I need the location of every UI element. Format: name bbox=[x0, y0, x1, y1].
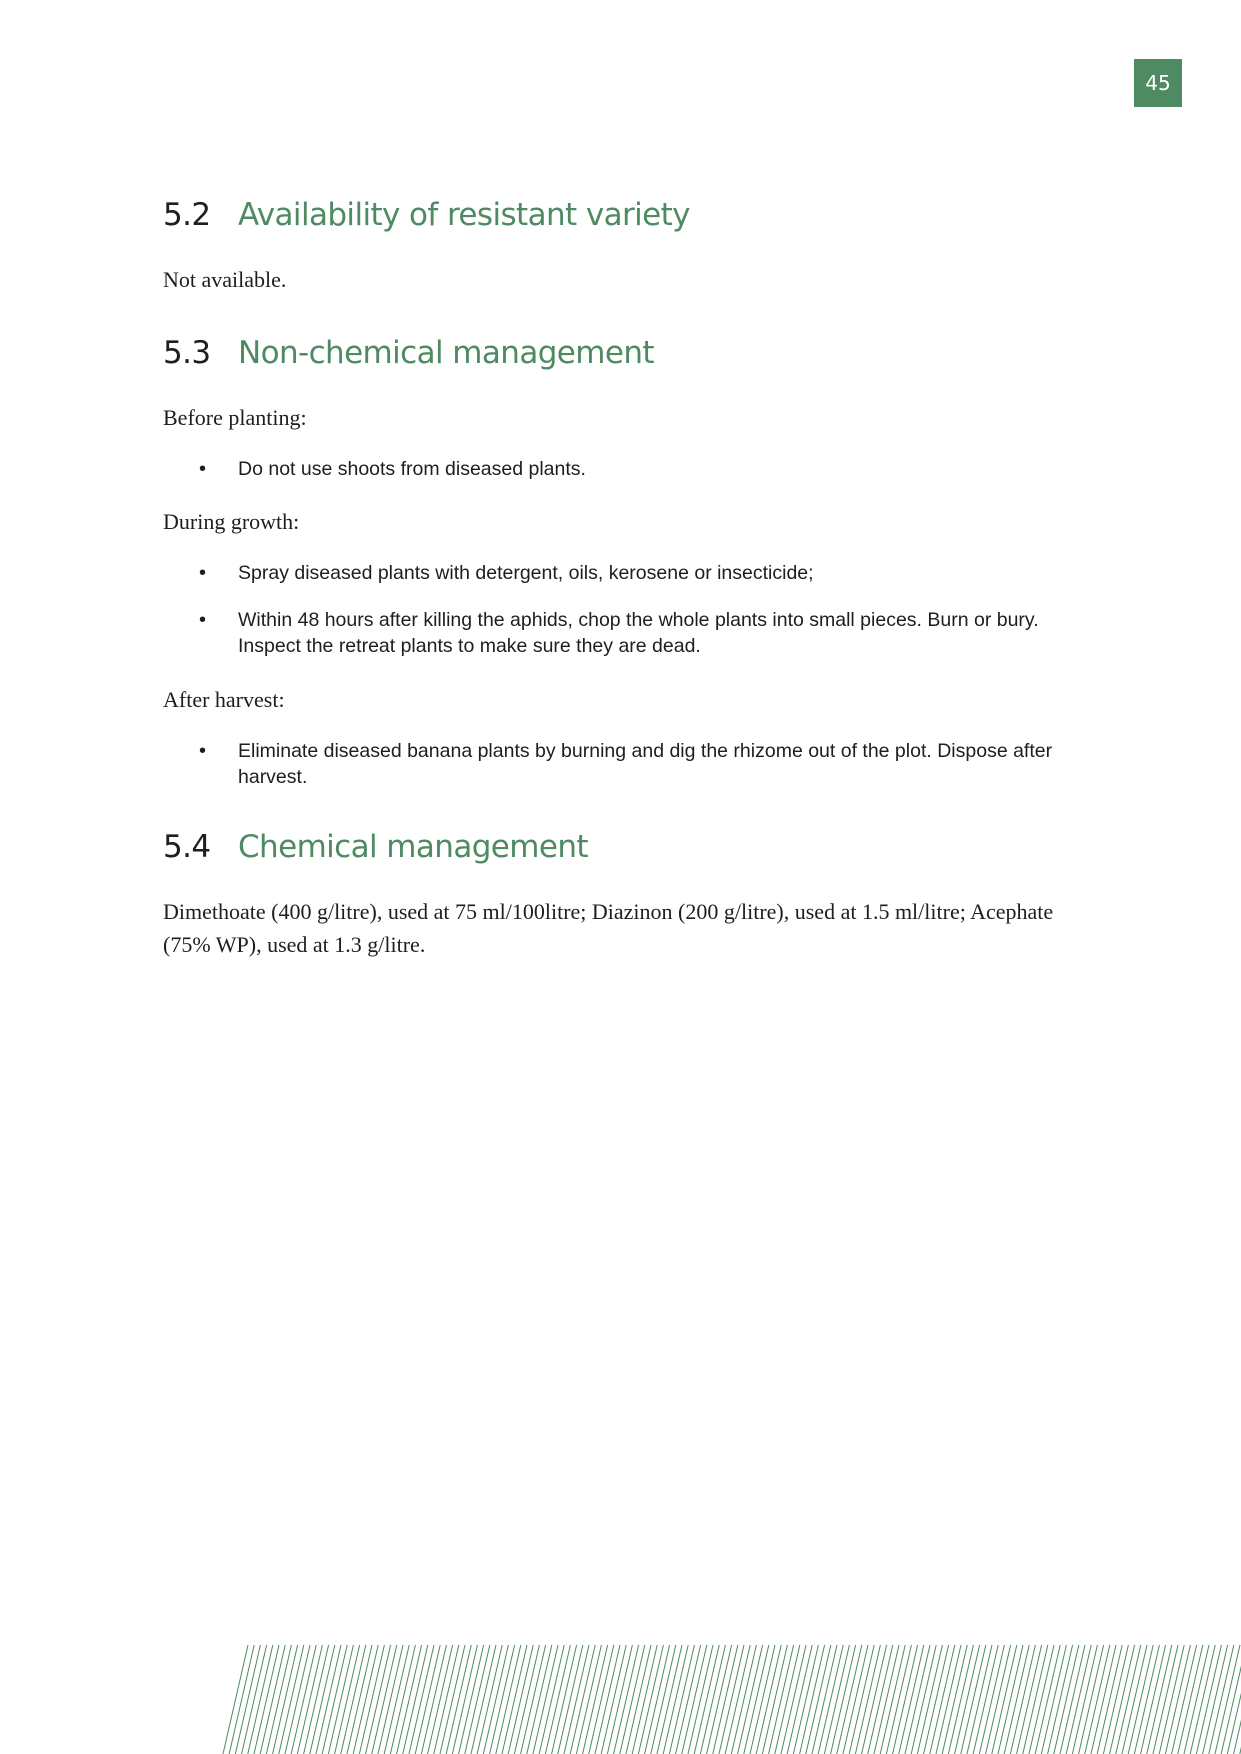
hatch-line bbox=[1017, 1645, 1042, 1754]
hatch-line bbox=[459, 1645, 484, 1754]
hatch-line bbox=[899, 1645, 924, 1754]
hatch-line bbox=[942, 1645, 967, 1754]
hatch-line bbox=[893, 1645, 918, 1754]
hatch-line bbox=[502, 1645, 527, 1754]
hatch-line bbox=[731, 1645, 756, 1754]
hatch-line bbox=[539, 1645, 564, 1754]
hatch-line bbox=[235, 1645, 260, 1754]
hatch-line bbox=[793, 1645, 818, 1754]
hatch-line bbox=[347, 1645, 372, 1754]
hatch-line bbox=[1004, 1645, 1029, 1754]
section-number: 5.4 bbox=[163, 829, 211, 865]
hatch-line bbox=[1085, 1645, 1110, 1754]
hatch-line bbox=[545, 1645, 570, 1754]
hatch-line bbox=[248, 1645, 273, 1754]
hatch-line bbox=[1122, 1645, 1147, 1754]
hatch-line bbox=[1029, 1645, 1054, 1754]
hatch-line bbox=[1066, 1645, 1091, 1754]
hatch-line bbox=[310, 1645, 335, 1754]
hatch-line bbox=[1128, 1645, 1153, 1754]
hatch-line bbox=[1196, 1645, 1221, 1754]
hatch-line bbox=[328, 1645, 353, 1754]
hatch-line bbox=[428, 1645, 453, 1754]
hatch-line bbox=[880, 1645, 905, 1754]
hatch-line bbox=[1023, 1645, 1048, 1754]
hatch-line bbox=[1035, 1645, 1060, 1754]
list-item-text: Within 48 hours after killing the aphids, chop the whole plants into small pieces. Burn or bury. Inspect the retreat plants to make sure they are dead. bbox=[238, 609, 1039, 657]
hatch-line bbox=[626, 1645, 651, 1754]
hatch-line bbox=[781, 1645, 806, 1754]
hatch-line bbox=[384, 1645, 409, 1754]
hatch-line bbox=[1172, 1645, 1197, 1754]
hatch-line bbox=[564, 1645, 589, 1754]
hatch-line bbox=[440, 1645, 465, 1754]
hatch-line bbox=[1010, 1645, 1035, 1754]
hatch-line bbox=[719, 1645, 744, 1754]
hatch-line bbox=[397, 1645, 422, 1754]
hatch-line bbox=[1203, 1645, 1228, 1754]
hatch-line bbox=[1110, 1645, 1135, 1754]
hatch-line bbox=[936, 1645, 961, 1754]
hatch-line bbox=[1134, 1645, 1159, 1754]
hatch-line bbox=[1184, 1645, 1209, 1754]
hatch-line bbox=[992, 1645, 1017, 1754]
hatch-line bbox=[855, 1645, 880, 1754]
hatch-line bbox=[713, 1645, 738, 1754]
hatch-line bbox=[446, 1645, 471, 1754]
hatch-line bbox=[372, 1645, 397, 1754]
hatch-line bbox=[824, 1645, 849, 1754]
hatch-line bbox=[477, 1645, 502, 1754]
hatch-line bbox=[961, 1645, 986, 1754]
hatch-line bbox=[229, 1645, 254, 1754]
list-item-text: Spray diseased plants with detergent, oils, kerosene or insecticide; bbox=[238, 562, 814, 584]
hatch-line bbox=[415, 1645, 440, 1754]
hatch-line bbox=[434, 1645, 459, 1754]
hatch-line bbox=[1165, 1645, 1190, 1754]
hatch-line bbox=[1097, 1645, 1122, 1754]
hatch-line bbox=[576, 1645, 601, 1754]
hatch-line bbox=[589, 1645, 614, 1754]
hatch-line bbox=[558, 1645, 583, 1754]
hatch-line bbox=[570, 1645, 595, 1754]
hatch-line bbox=[638, 1645, 663, 1754]
hatch-line bbox=[353, 1645, 378, 1754]
hatch-line bbox=[632, 1645, 657, 1754]
hatch-line bbox=[322, 1645, 347, 1754]
section-number: 5.2 bbox=[163, 197, 211, 233]
list-item-text: Eliminate diseased banana plants by burning and dig the rhizome out of the plot. Dispose after harvest. bbox=[238, 740, 1053, 788]
hatch-line bbox=[849, 1645, 874, 1754]
hatch-line bbox=[924, 1645, 949, 1754]
hatch-line bbox=[359, 1645, 384, 1754]
hatch-line bbox=[1147, 1645, 1172, 1754]
hatch-line bbox=[1159, 1645, 1184, 1754]
hatch-line bbox=[335, 1645, 360, 1754]
hatch-line bbox=[874, 1645, 899, 1754]
hatch-line bbox=[750, 1645, 775, 1754]
hatch-line bbox=[508, 1645, 533, 1754]
hatch-line bbox=[669, 1645, 694, 1754]
hatch-line bbox=[744, 1645, 769, 1754]
hatch-line bbox=[1054, 1645, 1079, 1754]
subheading-after-harvest: After harvest: bbox=[163, 687, 285, 712]
hatch-line bbox=[694, 1645, 719, 1754]
hatch-line bbox=[707, 1645, 732, 1754]
hatch-line bbox=[651, 1645, 676, 1754]
hatch-line bbox=[601, 1645, 626, 1754]
hatch-line bbox=[273, 1645, 298, 1754]
list-item-text: Do not use shoots from diseased plants. bbox=[238, 458, 586, 480]
section-title: Non-chemical management bbox=[238, 335, 654, 371]
section-title: Chemical management bbox=[238, 829, 588, 865]
hatch-line bbox=[986, 1645, 1011, 1754]
hatch-line bbox=[700, 1645, 725, 1754]
hatch-line bbox=[911, 1645, 936, 1754]
hatch-line bbox=[917, 1645, 942, 1754]
hatch-line bbox=[905, 1645, 930, 1754]
hatch-line bbox=[930, 1645, 955, 1754]
hatch-line bbox=[607, 1645, 632, 1754]
hatch-line bbox=[316, 1645, 341, 1754]
hatch-line bbox=[254, 1645, 279, 1754]
hatch-line bbox=[645, 1645, 670, 1754]
hatch-line bbox=[756, 1645, 781, 1754]
hatch-line bbox=[583, 1645, 608, 1754]
hatch-line bbox=[297, 1645, 322, 1754]
hatch-line bbox=[663, 1645, 688, 1754]
section-body: Not available. bbox=[163, 267, 287, 292]
hatch-line bbox=[1153, 1645, 1178, 1754]
hatch-line bbox=[260, 1645, 285, 1754]
hatch-line bbox=[769, 1645, 794, 1754]
hatch-line bbox=[1091, 1645, 1116, 1754]
hatch-line bbox=[496, 1645, 521, 1754]
hatch-line bbox=[620, 1645, 645, 1754]
hatch-line bbox=[979, 1645, 1004, 1754]
hatch-line bbox=[366, 1645, 391, 1754]
hatch-line bbox=[266, 1645, 291, 1754]
hatch-line bbox=[1041, 1645, 1066, 1754]
hatch-line bbox=[304, 1645, 329, 1754]
hatch-line bbox=[514, 1645, 539, 1754]
hatch-line bbox=[967, 1645, 992, 1754]
hatch-line bbox=[837, 1645, 862, 1754]
hatch-line bbox=[595, 1645, 620, 1754]
hatch-line bbox=[973, 1645, 998, 1754]
hatch-line bbox=[725, 1645, 750, 1754]
bullet-marker: • bbox=[199, 562, 207, 584]
hatch-line bbox=[688, 1645, 713, 1754]
bullet-marker: • bbox=[199, 609, 207, 631]
hatch-line bbox=[775, 1645, 800, 1754]
hatch-line bbox=[812, 1645, 837, 1754]
hatch-line bbox=[409, 1645, 434, 1754]
hatch-line bbox=[1116, 1645, 1141, 1754]
hatch-line bbox=[521, 1645, 546, 1754]
hatch-line bbox=[490, 1645, 515, 1754]
hatch-line bbox=[738, 1645, 763, 1754]
hatch-line bbox=[862, 1645, 887, 1754]
hatch-line bbox=[998, 1645, 1023, 1754]
hatch-line bbox=[762, 1645, 787, 1754]
hatch-line bbox=[1079, 1645, 1104, 1754]
hatch-line bbox=[341, 1645, 366, 1754]
hatch-line bbox=[955, 1645, 980, 1754]
hatch-line bbox=[390, 1645, 415, 1754]
hatch-line bbox=[483, 1645, 508, 1754]
hatch-line bbox=[843, 1645, 868, 1754]
hatch-line bbox=[471, 1645, 496, 1754]
hatch-line bbox=[533, 1645, 558, 1754]
hatch-line bbox=[800, 1645, 825, 1754]
hatch-line bbox=[818, 1645, 843, 1754]
hatch-line bbox=[831, 1645, 856, 1754]
hatch-line bbox=[291, 1645, 316, 1754]
hatch-line bbox=[465, 1645, 490, 1754]
bullet-marker: • bbox=[199, 458, 207, 480]
section-body: Dimethoate (400 g/litre), used at 75 ml/100litre; Diazinon (200 g/litre), used at 1.5 ml/litre; Acephate (75% WP), used at 1.3 g/litre. bbox=[163, 899, 1054, 957]
bullet-marker: • bbox=[199, 740, 207, 762]
hatch-line bbox=[676, 1645, 701, 1754]
section-number: 5.3 bbox=[163, 335, 211, 371]
hatch-line bbox=[1048, 1645, 1073, 1754]
hatch-line bbox=[1103, 1645, 1128, 1754]
hatch-line bbox=[527, 1645, 552, 1754]
hatch-line bbox=[787, 1645, 812, 1754]
hatch-line bbox=[223, 1645, 248, 1754]
hatch-line bbox=[868, 1645, 893, 1754]
hatch-line bbox=[682, 1645, 707, 1754]
subheading-during-growth: During growth: bbox=[163, 509, 300, 534]
hatch-line bbox=[1141, 1645, 1166, 1754]
hatch-line bbox=[279, 1645, 304, 1754]
hatch-line bbox=[948, 1645, 973, 1754]
section-title: Availability of resistant variety bbox=[238, 197, 690, 233]
hatch-line bbox=[657, 1645, 682, 1754]
hatch-line bbox=[1060, 1645, 1085, 1754]
hatch-line bbox=[614, 1645, 639, 1754]
hatch-line bbox=[886, 1645, 911, 1754]
hatch-line bbox=[421, 1645, 446, 1754]
hatch-line bbox=[1190, 1645, 1215, 1754]
hatch-line bbox=[1215, 1645, 1240, 1754]
hatch-line bbox=[1072, 1645, 1097, 1754]
subheading-before-planting: Before planting: bbox=[163, 405, 307, 430]
hatch-line bbox=[403, 1645, 428, 1754]
page-number: 45 bbox=[1134, 59, 1182, 107]
hatch-line bbox=[242, 1645, 267, 1754]
hatch-line bbox=[378, 1645, 403, 1754]
hatch-line bbox=[452, 1645, 477, 1754]
hatch-line bbox=[1209, 1645, 1234, 1754]
hatch-line bbox=[806, 1645, 831, 1754]
hatch-line bbox=[1178, 1645, 1203, 1754]
hatch-line bbox=[552, 1645, 577, 1754]
hatch-line bbox=[285, 1645, 310, 1754]
